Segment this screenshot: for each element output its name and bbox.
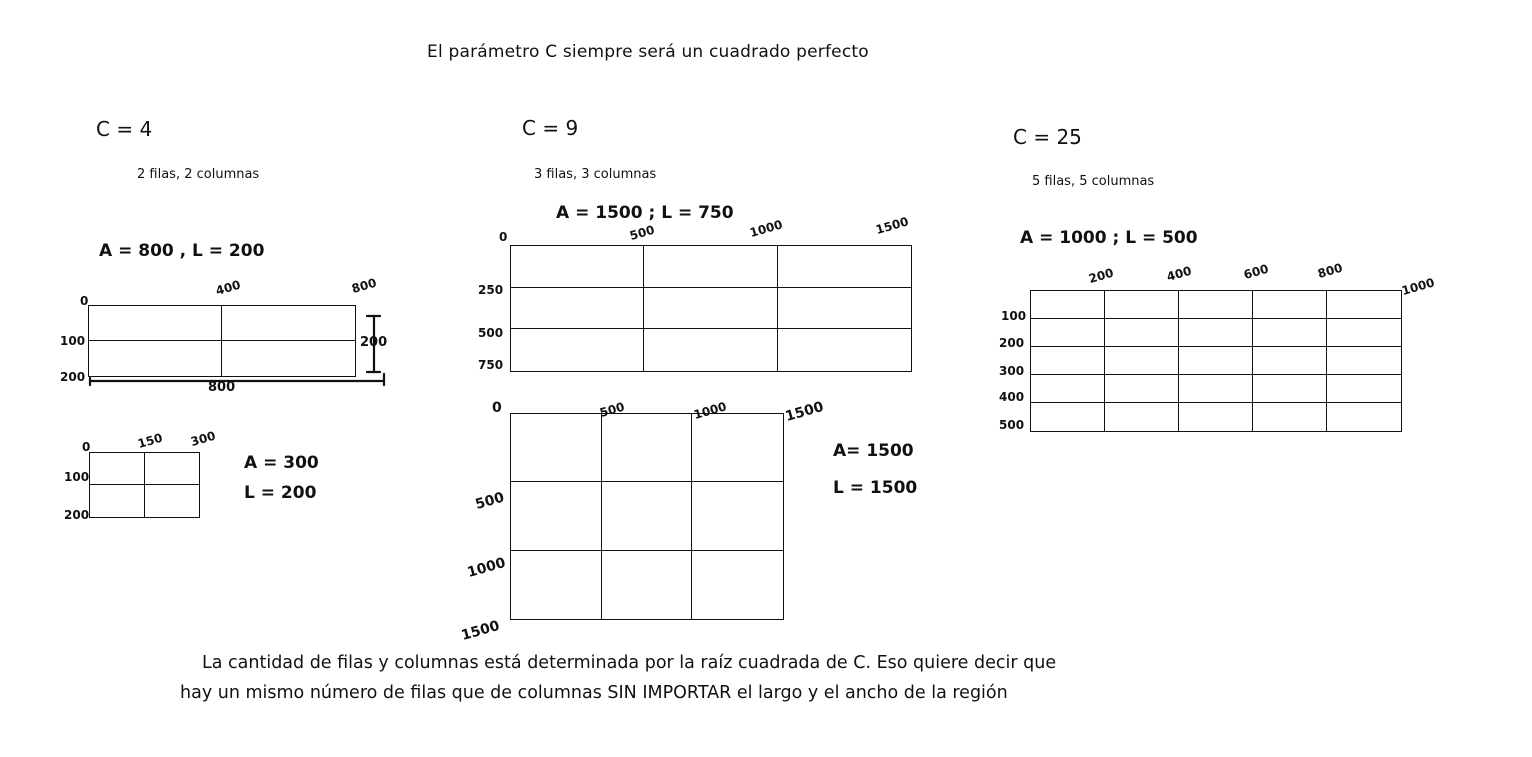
grid-cell: [1105, 347, 1179, 375]
x-tick-c9-1-1: 500: [628, 222, 657, 243]
grid-cell: [1031, 375, 1105, 403]
grid-cell: [511, 246, 644, 288]
grid-cell: [778, 288, 911, 330]
grid-cell: [644, 246, 777, 288]
y-tick-c25-3: 400: [999, 390, 1025, 404]
figure-formula-c4-2-line1: A = 300: [244, 453, 319, 473]
x-tick-c9-2-0: 0: [492, 400, 502, 416]
section-subtitle-c4: 2 filas, 2 columnas: [137, 167, 260, 182]
grid-cell: [1105, 291, 1179, 319]
section-heading-c4: C = 4: [96, 117, 153, 141]
y-tick-c4-2-2: 200: [64, 508, 90, 522]
grid-cell: [778, 246, 911, 288]
grid-cell: [1031, 291, 1105, 319]
grid-cell: [1253, 347, 1327, 375]
grid-cell: [692, 414, 783, 482]
footer-line-2: hay un mismo número de filas que de columnas SIN IMPORTAR el largo y el ancho de la región: [180, 683, 1008, 703]
grid-cell: [1179, 319, 1253, 347]
grid-cell: [90, 453, 145, 485]
grid-c4-figure-2: [89, 452, 200, 518]
page-title: El parámetro C siempre será un cuadrado perfecto: [427, 42, 869, 62]
grid-cell: [644, 329, 777, 371]
y-tick-c4-1-1: 100: [60, 334, 86, 348]
grid-cell: [602, 414, 693, 482]
x-tick-c9-1-0: 0: [499, 230, 508, 244]
x-tick-c4-1-2: 800: [350, 275, 379, 296]
x-tick-c4-2-1: 150: [136, 430, 165, 451]
x-tick-c25-3: 800: [1316, 260, 1345, 281]
grid-cell: [511, 482, 602, 550]
grid-cell: [1031, 403, 1105, 431]
grid-cell: [692, 482, 783, 550]
grid-cell: [1031, 347, 1105, 375]
y-tick-c25-2: 300: [999, 364, 1025, 378]
section-heading-c25: C = 25: [1013, 125, 1082, 149]
grid-cell: [1253, 375, 1327, 403]
section-heading-c9: C = 9: [522, 116, 579, 140]
grid-cell: [1105, 319, 1179, 347]
x-tick-c9-2-2: 1000: [692, 399, 729, 422]
y-tick-c9-2-2: 1000: [465, 554, 508, 581]
grid-cell: [1327, 375, 1401, 403]
x-tick-c25-0: 200: [1087, 265, 1116, 286]
grid-c9-figure-2: [510, 413, 784, 620]
grid-cell: [1105, 403, 1179, 431]
y-tick-c25-0: 100: [1001, 309, 1027, 323]
grid-cell: [145, 453, 200, 485]
grid-cell: [1253, 403, 1327, 431]
section-subtitle-c25: 5 filas, 5 columnas: [1032, 174, 1155, 189]
y-tick-c9-2-3: 1500: [459, 617, 502, 644]
grid-cell: [1253, 291, 1327, 319]
figure-formula-c4-1: A = 800 , L = 200: [99, 241, 265, 261]
grid-cell: [1105, 375, 1179, 403]
figure-formula-c9-2-line1: A= 1500: [833, 441, 914, 461]
x-tick-c4-1-1: 400: [214, 277, 243, 298]
grid-cell: [644, 288, 777, 330]
figure-formula-c9-2-line2: L = 1500: [833, 478, 918, 498]
grid-cell: [602, 551, 693, 619]
x-tick-c25-2: 600: [1242, 261, 1271, 282]
grid-cell: [1179, 347, 1253, 375]
y-tick-c9-1-3: 750: [478, 358, 504, 372]
grid-cell: [1253, 319, 1327, 347]
grid-cell: [602, 482, 693, 550]
grid-cell: [511, 551, 602, 619]
dimension-width-c4: 800: [208, 380, 236, 395]
section-subtitle-c9: 3 filas, 3 columnas: [534, 167, 657, 182]
grid-cell: [145, 485, 200, 517]
dimension-brackets-c4: [84, 300, 404, 400]
x-tick-c9-1-3: 1500: [874, 214, 911, 237]
grid-cell: [1327, 291, 1401, 319]
grid-cell: [1031, 319, 1105, 347]
y-tick-c9-1-2: 500: [478, 326, 504, 340]
grid-cell: [90, 485, 145, 517]
footer-line-1: La cantidad de filas y columnas está determinada por la raíz cuadrada de C. Eso quiere decir que: [202, 653, 1057, 673]
grid-cell: [692, 551, 783, 619]
grid-cell: [1179, 375, 1253, 403]
figure-formula-c25: A = 1000 ; L = 500: [1020, 228, 1198, 248]
grid-cell: [511, 329, 644, 371]
grid-cell: [1327, 319, 1401, 347]
x-tick-c9-1-2: 1000: [748, 217, 785, 240]
y-tick-c4-1-2: 200: [60, 370, 86, 384]
x-tick-c25-4: 1000: [1400, 275, 1437, 298]
grid-cell: [511, 414, 602, 482]
y-tick-c9-2-1: 500: [473, 489, 507, 513]
y-tick-c25-1: 200: [999, 336, 1025, 350]
x-tick-c4-1-0: 0: [80, 294, 89, 308]
x-tick-c25-1: 400: [1165, 263, 1194, 284]
grid-c9-figure-1: [510, 245, 912, 372]
grid-cell: [1179, 291, 1253, 319]
grid-cell: [778, 329, 911, 371]
grid-cell: [511, 288, 644, 330]
y-tick-c4-2-1: 100: [64, 470, 90, 484]
x-tick-c4-2-2: 300: [189, 428, 218, 449]
x-tick-c9-2-3: 1500: [783, 398, 826, 425]
figure-formula-c9-1: A = 1500 ; L = 750: [556, 203, 734, 223]
x-tick-c9-2-1: 500: [598, 399, 627, 420]
dimension-height-c4: 200: [360, 335, 388, 350]
x-tick-c4-2-0: 0: [82, 440, 91, 454]
grid-cell: [1327, 403, 1401, 431]
grid-c25-figure-1: [1030, 290, 1402, 432]
grid-cell: [1179, 403, 1253, 431]
y-tick-c9-1-1: 250: [478, 283, 504, 297]
figure-formula-c4-2-line2: L = 200: [244, 483, 317, 503]
grid-cell: [1327, 347, 1401, 375]
y-tick-c25-4: 500: [999, 418, 1025, 432]
